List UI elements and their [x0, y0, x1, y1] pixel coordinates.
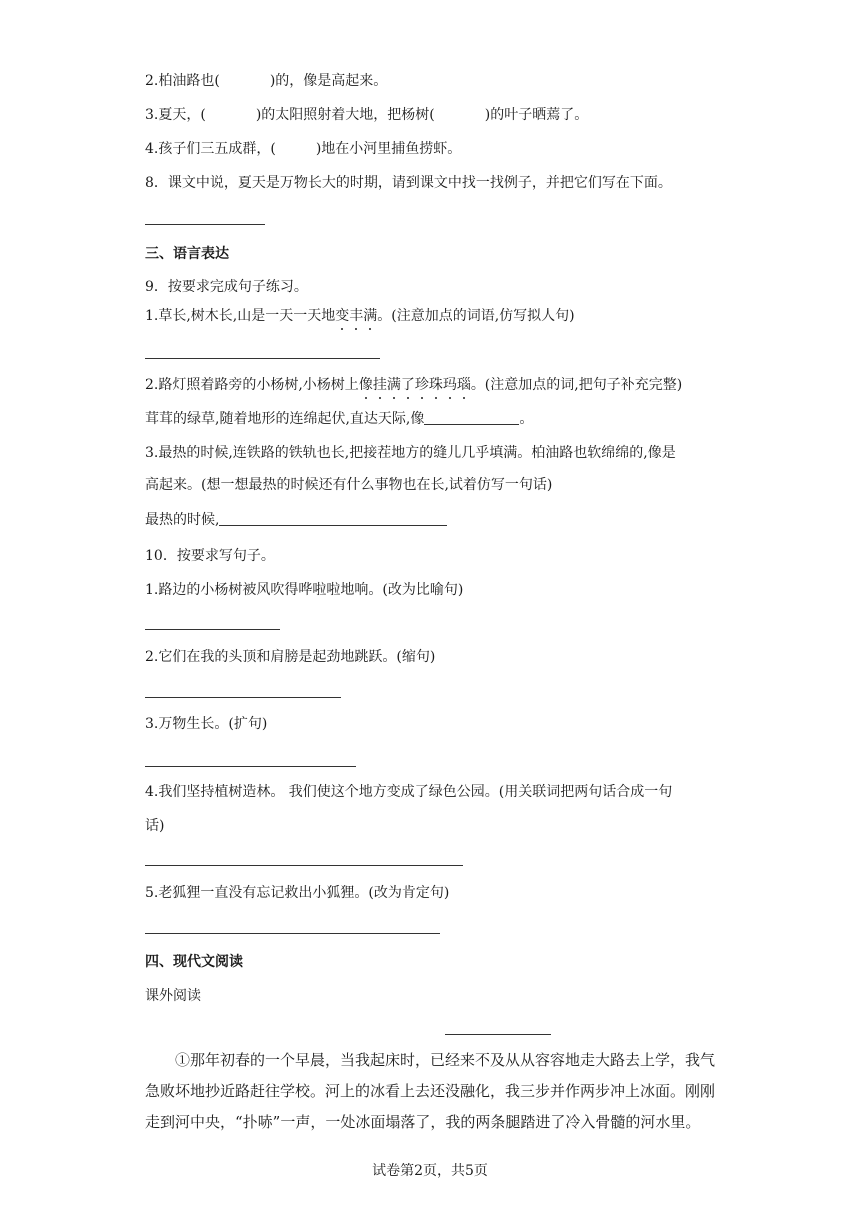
q9-question: 9．按要求完成句子练习。 — [145, 279, 308, 295]
q10-3-answer-line[interactable] — [145, 766, 356, 767]
q8-question: 8．课文中说，夏天是万物长大的时期，请到课文中找一找例子，并把它们写在下面。 — [145, 175, 672, 191]
reading-subtitle: 课外阅读 — [145, 988, 201, 1004]
q10-sentence-4-line-1: 4.我们坚持植树造林。 我们使这个地方变成了绿色公园。(用关联词把两句话合成一句 — [145, 784, 673, 800]
q10-1-answer-line[interactable] — [145, 629, 280, 630]
q10-sentence-5: 5.老狐狸一直没有忘记救出小狐狸。(改为肯定句) — [145, 885, 450, 901]
passage-title-blank[interactable] — [445, 1034, 551, 1035]
q10-4-answer-line[interactable] — [145, 865, 463, 866]
passage-line-2: 急败坏地抄近路赶往学校。河上的冰看上去还没融化，我三步并作两步冲上冰面。刚刚 — [145, 1082, 716, 1100]
reading-passage — [145, 1045, 717, 1138]
q9-2-answer-blank[interactable] — [424, 410, 519, 425]
q10-sentence-3: 3.万物生长。(扩句) — [145, 716, 268, 732]
section-3-heading: 三、语言表达 — [145, 246, 229, 262]
q9-sentence-3-line-2: 高起来。(想一想最热的时候还有什么事物也在长,试着仿写一句话) — [145, 477, 553, 493]
q8-answer-line[interactable] — [145, 224, 265, 225]
q10-sentence-2: 2.它们在我的头顶和肩膀是起劲地跳跃。(缩句) — [145, 649, 436, 665]
section-4-heading: 四、现代文阅读 — [145, 954, 243, 970]
q7-item-3: 3.夏天，( )的太阳照射着大地，把杨树( )的叶子晒蔫了。 — [145, 107, 589, 123]
passage-line-3: 走到河中央，“扑哧”一声，一处冰面塌落了，我的两条腿踏进了冷入骨髓的河水里。 — [145, 1113, 701, 1131]
q7-item-4: 4.孩子们三五成群，( )地在小河里捕鱼捞虾。 — [145, 141, 462, 157]
q10-sentence-1: 1.路边的小杨树被风吹得哗啦啦地响。(改为比喻句) — [145, 582, 464, 598]
q9-sentence-2: 2.路灯照着路旁的小杨树,小杨树上像挂满了珍珠玛瑙。(注意加点的词,把句子补充完整) — [145, 377, 683, 393]
q10-2-answer-line[interactable] — [145, 697, 341, 698]
q10-question: 10．按要求写句子。 — [145, 548, 275, 564]
q9-3-answer-blank[interactable] — [219, 511, 447, 526]
q10-5-answer-line[interactable] — [145, 933, 440, 934]
q9-sentence-1: 1.草长,树木长,山是一天一天地变丰满。(注意加点的词语,仿写拟人句) — [145, 308, 575, 324]
q9-sentence-3-line-1: 3.最热的时候,连铁路的铁轨也长,把接茬地方的缝儿几乎填满。柏油路也软绵绵的,像是 — [145, 445, 676, 461]
q10-sentence-4-line-2: 话) — [145, 818, 165, 834]
q9-1-answer-line[interactable] — [145, 358, 380, 359]
q7-item-2: 2.柏油路也( )的，像是高起来。 — [145, 73, 388, 89]
q9-sentence-3-line-3: 最热的时候, — [145, 510, 447, 530]
page-footer: 试卷第2页，共5页 — [372, 1163, 488, 1179]
passage-line-1: ①那年初春的一个早晨，当我起床时，已经来不及从从容容地走大路去上学，我气 — [175, 1051, 716, 1069]
q9-sentence-2-continuation: 茸茸的绿草,随着地形的连绵起伏,直达天际,像 。 — [145, 411, 534, 427]
